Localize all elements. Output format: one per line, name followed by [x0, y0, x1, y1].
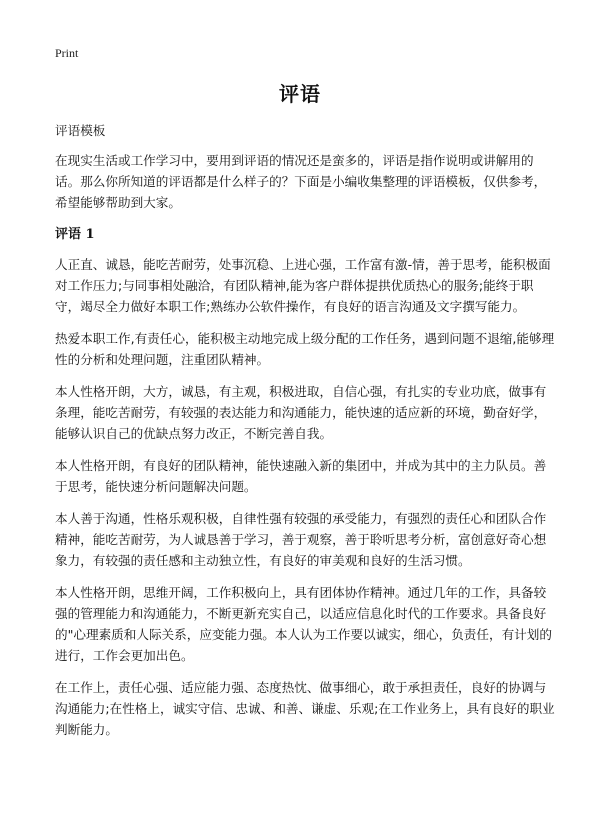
- body-paragraph: 热爱本职工作,有责任心，能积极主动地完成上级分配的工作任务，遇到问题不退缩,能够理性的分析和处理问题，注重团队精神。: [55, 331, 555, 367]
- body-paragraph: 在工作上，责任心强、适应能力强、态度热忱、做事细心，敢于承担责任，良好的协调与沟通能力;在性格上，诚实守信、忠诚、和善、谦虚、乐观;在工作业务上，具有良好的职业判断能力。: [55, 680, 555, 737]
- intro-paragraph: 在现实生活或工作学习中，要用到评语的情况还是蛮多的，评语是指作说明或讲解用的话。那么你所知道的评语都是什么样子的？下面是小编收集整理的评语模板，仅供参考，希望能够帮助到大家。: [55, 153, 547, 210]
- body-paragraph: 本人善于沟通，性格乐观积极，自律性强有较强的承受能力，有强烈的责任心和团队合作精神，能吃苦耐劳，为人诚恳善于学习，善于观察，善于聆听思考分析，富创意好奇心想象力，有较强的责任感和主动独立性，有良好的审美观和良好的生活习惯。: [55, 511, 547, 568]
- document-body: [55, 120, 555, 751]
- body-paragraph: 本人性格开朗，大方，诚恳，有主观，积极进取，自信心强，有扎实的专业功底，做事有条理，能吃苦耐劳，有较强的表达能力和沟通能力，能快速的适应新的环境，勤奋好学，能够认识自己的优缺点努力改正，不断完善自我。: [55, 384, 547, 441]
- document-subtitle: 评语模板: [55, 123, 106, 138]
- print-link[interactable]: Print: [55, 46, 79, 60]
- body-paragraph: 人正直、诚恳，能吃苦耐劳，处事沉稳、上进心强，工作富有激-情，善于思考，能积极面对工作压力;与同事相处融洽，有团队精神,能为客户群体提拱优质热心的服务;能终于职守，竭尽全力做好本职工作;熟练办公软件操作，有良好的语言沟通及文字撰写能力。: [55, 257, 551, 314]
- page-title: 评语: [279, 82, 321, 106]
- body-paragraph: 本人性格开朗，思维开阔，工作积极向上，具有团体协作精神。通过几年的工作，具备较强的管理能力和沟通能力，不断更新充实自己，以适应信息化时代的工作要求。具备良好的"心理素质和人际关系，应变能力强。本人认为工作要以诚实，细心，负责任，有计划的进行，工作会更加出色。: [55, 585, 552, 663]
- body-paragraph: 本人性格开朗，有良好的团队精神，能快速融入新的集团中，并成为其中的主力队员。善于思考，能快速分析问题解决问题。: [55, 458, 547, 494]
- section-heading: 评语 1: [55, 227, 95, 242]
